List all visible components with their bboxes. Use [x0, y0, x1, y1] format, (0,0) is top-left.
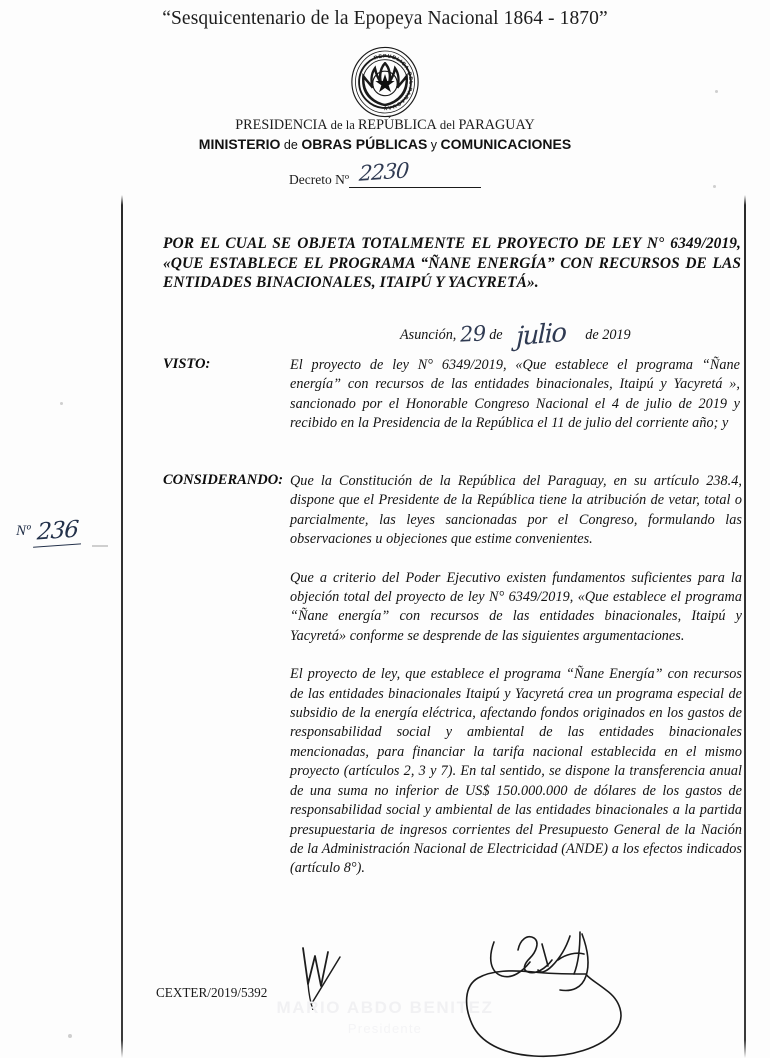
date-line [400, 317, 745, 353]
presidential-signature [430, 930, 730, 1058]
margin-number-label: Nº [16, 523, 31, 539]
section-visto-body [290, 356, 740, 434]
section-considerando-paragraph: Que la Constitución de la República del Paraguay, en su artículo 238.4, dispone que el Presidente de la República tiene la atribución de vetar, total o parcialmente, las leyes sancionadas por el Congreso, formulando las observaciones u objeciones que estime convenientes. [290, 473, 742, 548]
presidencia-word-3: PARAGUAY [458, 117, 535, 133]
ministerio-conn-2: y [427, 138, 441, 152]
svg-text:REPUBLICA DEL PARAGUAY: REPUBLICA DEL PARAGUAY [373, 53, 414, 111]
decreto-label: Decreto Nº [288, 172, 350, 187]
date-city: Asunción, [400, 327, 457, 343]
margin-handwritten-number [16, 518, 82, 546]
signatory-name: MARIO ABDO BENITEZ [276, 998, 494, 1017]
sesquicentenario-motto: “Sesquicentenario de la Epopeya Nacional 1864 - 1870” [162, 8, 608, 29]
date-year: de 2019 [585, 327, 631, 343]
presidencia-conn-1: de la [327, 118, 358, 132]
coat-of-arms-paraguay-icon [349, 46, 421, 118]
ministerio-word-2: OBRAS PÚBLICAS [301, 136, 428, 152]
ministerio-word-3: COMUNICACIONES [440, 136, 572, 152]
date-de-1: de [489, 327, 503, 343]
page-left-rule [121, 0, 123, 1058]
ministerio-line [0, 136, 770, 152]
signatory-role: Presidente [347, 1021, 423, 1036]
section-visto-paragraph: El proyecto de ley N° 6349/2019, «Que establece el programa “Ñane energía” con recursos de las entidades binacionales, Itaipú y Yacyretá », sancionado por el Honorable Congreso Nacional el 4 de julio de 2019 y recibido en la Presidencia de la República el 11 de julio del corriente año; y [290, 357, 740, 432]
section-visto-label: VISTO: [163, 356, 211, 372]
presidencia-line [0, 117, 770, 134]
section-considerando-paragraph: El proyecto de ley, que establece el programa “Ñane Energía” con recursos de las entidades binacionales Itaipú y Yacyretá crea un programa especial de subsidio de la energía eléctrica, afectando fondos originados en los gastos de responsabilidad social y ambiental de las entidades binacionales mencionadas, para financiar la tarifa nacional establecida en el mismo proyecto (artículos 2, 3 y 7). En tal sentido, se dispone la transferencia anual de una suma no inferior de US$ 150.000.000 de dólares de los gastos de responsabilidad social y ambiental de las entidades binacionales a la partida presupuestaria de ingresos corrientes del Presupuesto General de la Nación de la Administración Nacional de Electricidad (ANDE) a los efectos indicados (artículo 8°). [290, 666, 742, 877]
ministerio-word-1: MINISTERIO [198, 136, 281, 152]
ministerio-conn-1: de [280, 138, 302, 152]
decree-title: POR EL CUAL SE OBJETA TOTALMENTE EL PROYECTO DE LEY N° 6349/2019, «QUE ESTABLECE EL PROGRAMA “ÑANE ENERGÍA” CON RECURSOS DE LAS ENTIDADES BINACIONALES, ITAIPÚ Y YACYRETÁ». [163, 235, 741, 291]
presidencia-conn-2: del [436, 118, 459, 132]
scan-speck [715, 90, 718, 93]
section-considerando-label: CONSIDERANDO: [163, 472, 284, 488]
section-visto [163, 356, 745, 434]
presidencia-word-2: REPÚBLICA [357, 117, 437, 133]
section-considerando-body [290, 472, 742, 879]
decreto-number-blank [349, 158, 481, 188]
decreto-number-handwritten: 2230 [358, 158, 410, 186]
presidencia-word-1: PRESIDENCIA [235, 117, 328, 133]
date-day-handwritten: 29 [459, 321, 487, 347]
date-month-handwritten: julio [515, 317, 566, 353]
section-considerando [163, 472, 745, 879]
section-considerando-paragraph: Que a criterio del Poder Ejecutivo existen fundamentos suficientes para la objeción total del proyecto de ley N° 6349/2019, «Que establece el programa “Ñane energía” con recursos de las entidades binacionales, Itaipú y Yacyretá» conforme se desprende de las siguientes argumentaciones. [290, 569, 742, 644]
scan-speck [92, 545, 108, 547]
document-reference-code: CEXTER/2019/5392 [156, 985, 268, 1000]
decreto-number-line [0, 158, 770, 188]
scan-speck [60, 402, 63, 405]
margin-number-value: 236 [33, 516, 83, 548]
